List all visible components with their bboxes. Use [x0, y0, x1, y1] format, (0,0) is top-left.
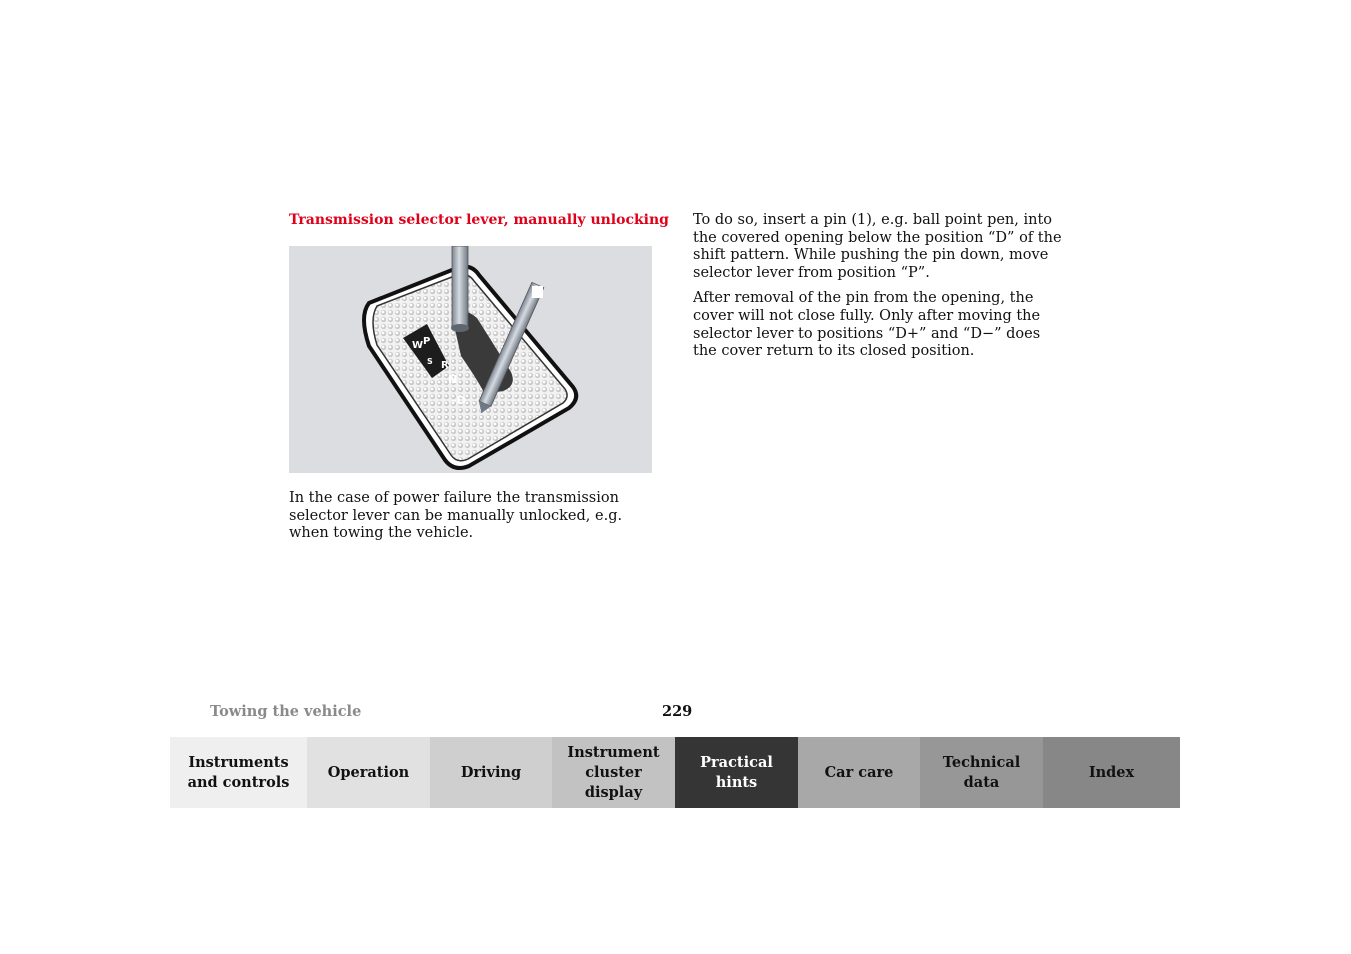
section-heading: Transmission selector lever, manually unlocking [289, 212, 669, 228]
gate-label-p: P [423, 336, 431, 347]
intro-paragraph: In the case of power failure the transmission selector lever can be manually unlocked, e.g. when towing the vehicle. [289, 490, 623, 542]
nav-tab-driving[interactable]: Driving [430, 737, 552, 808]
nav-tab-instruments-and-controls[interactable]: Instruments and controls [170, 737, 307, 808]
gate-label-s: S [427, 357, 433, 366]
footer-section-title: Towing the vehicle [210, 703, 362, 720]
chapter-nav-bar [170, 737, 1180, 808]
selector-lever-drawing [289, 246, 652, 473]
nav-tab-index[interactable]: Index [1043, 737, 1180, 808]
callout-marker-1 [532, 286, 543, 298]
nav-tab-car-care[interactable]: Car care [798, 737, 920, 808]
instruction-paragraph-1: To do so, insert a pin (1), e.g. ball point pen, into the covered opening below the position “D” of the shift pattern. While pushing the pin down, move selector lever from position “P”. [693, 212, 1062, 281]
gate-label-r: R [441, 360, 449, 371]
selector-lever [452, 246, 468, 328]
selector-lever-illustration [289, 246, 652, 473]
nav-tab-operation[interactable]: Operation [307, 737, 430, 808]
lever-base [451, 324, 469, 332]
instruction-paragraph-2: After removal of the pin from the opening, the cover will not close fully. Only after moving the selector lever to positions “D+” and “D−” does the cover return to its closed position. [693, 290, 1041, 360]
gate-label-d: -D [452, 394, 466, 407]
page-number: 229 [662, 703, 693, 720]
gate-label-w: W [412, 340, 424, 351]
nav-tab-instrument-cluster-display[interactable]: Instrument cluster display [552, 737, 675, 808]
instructions-column [693, 212, 1063, 369]
gate-label-n: N [448, 373, 458, 386]
nav-tab-practical-hints[interactable]: Practical hints [675, 737, 798, 808]
nav-tab-technical-data[interactable]: Technical data [920, 737, 1043, 808]
